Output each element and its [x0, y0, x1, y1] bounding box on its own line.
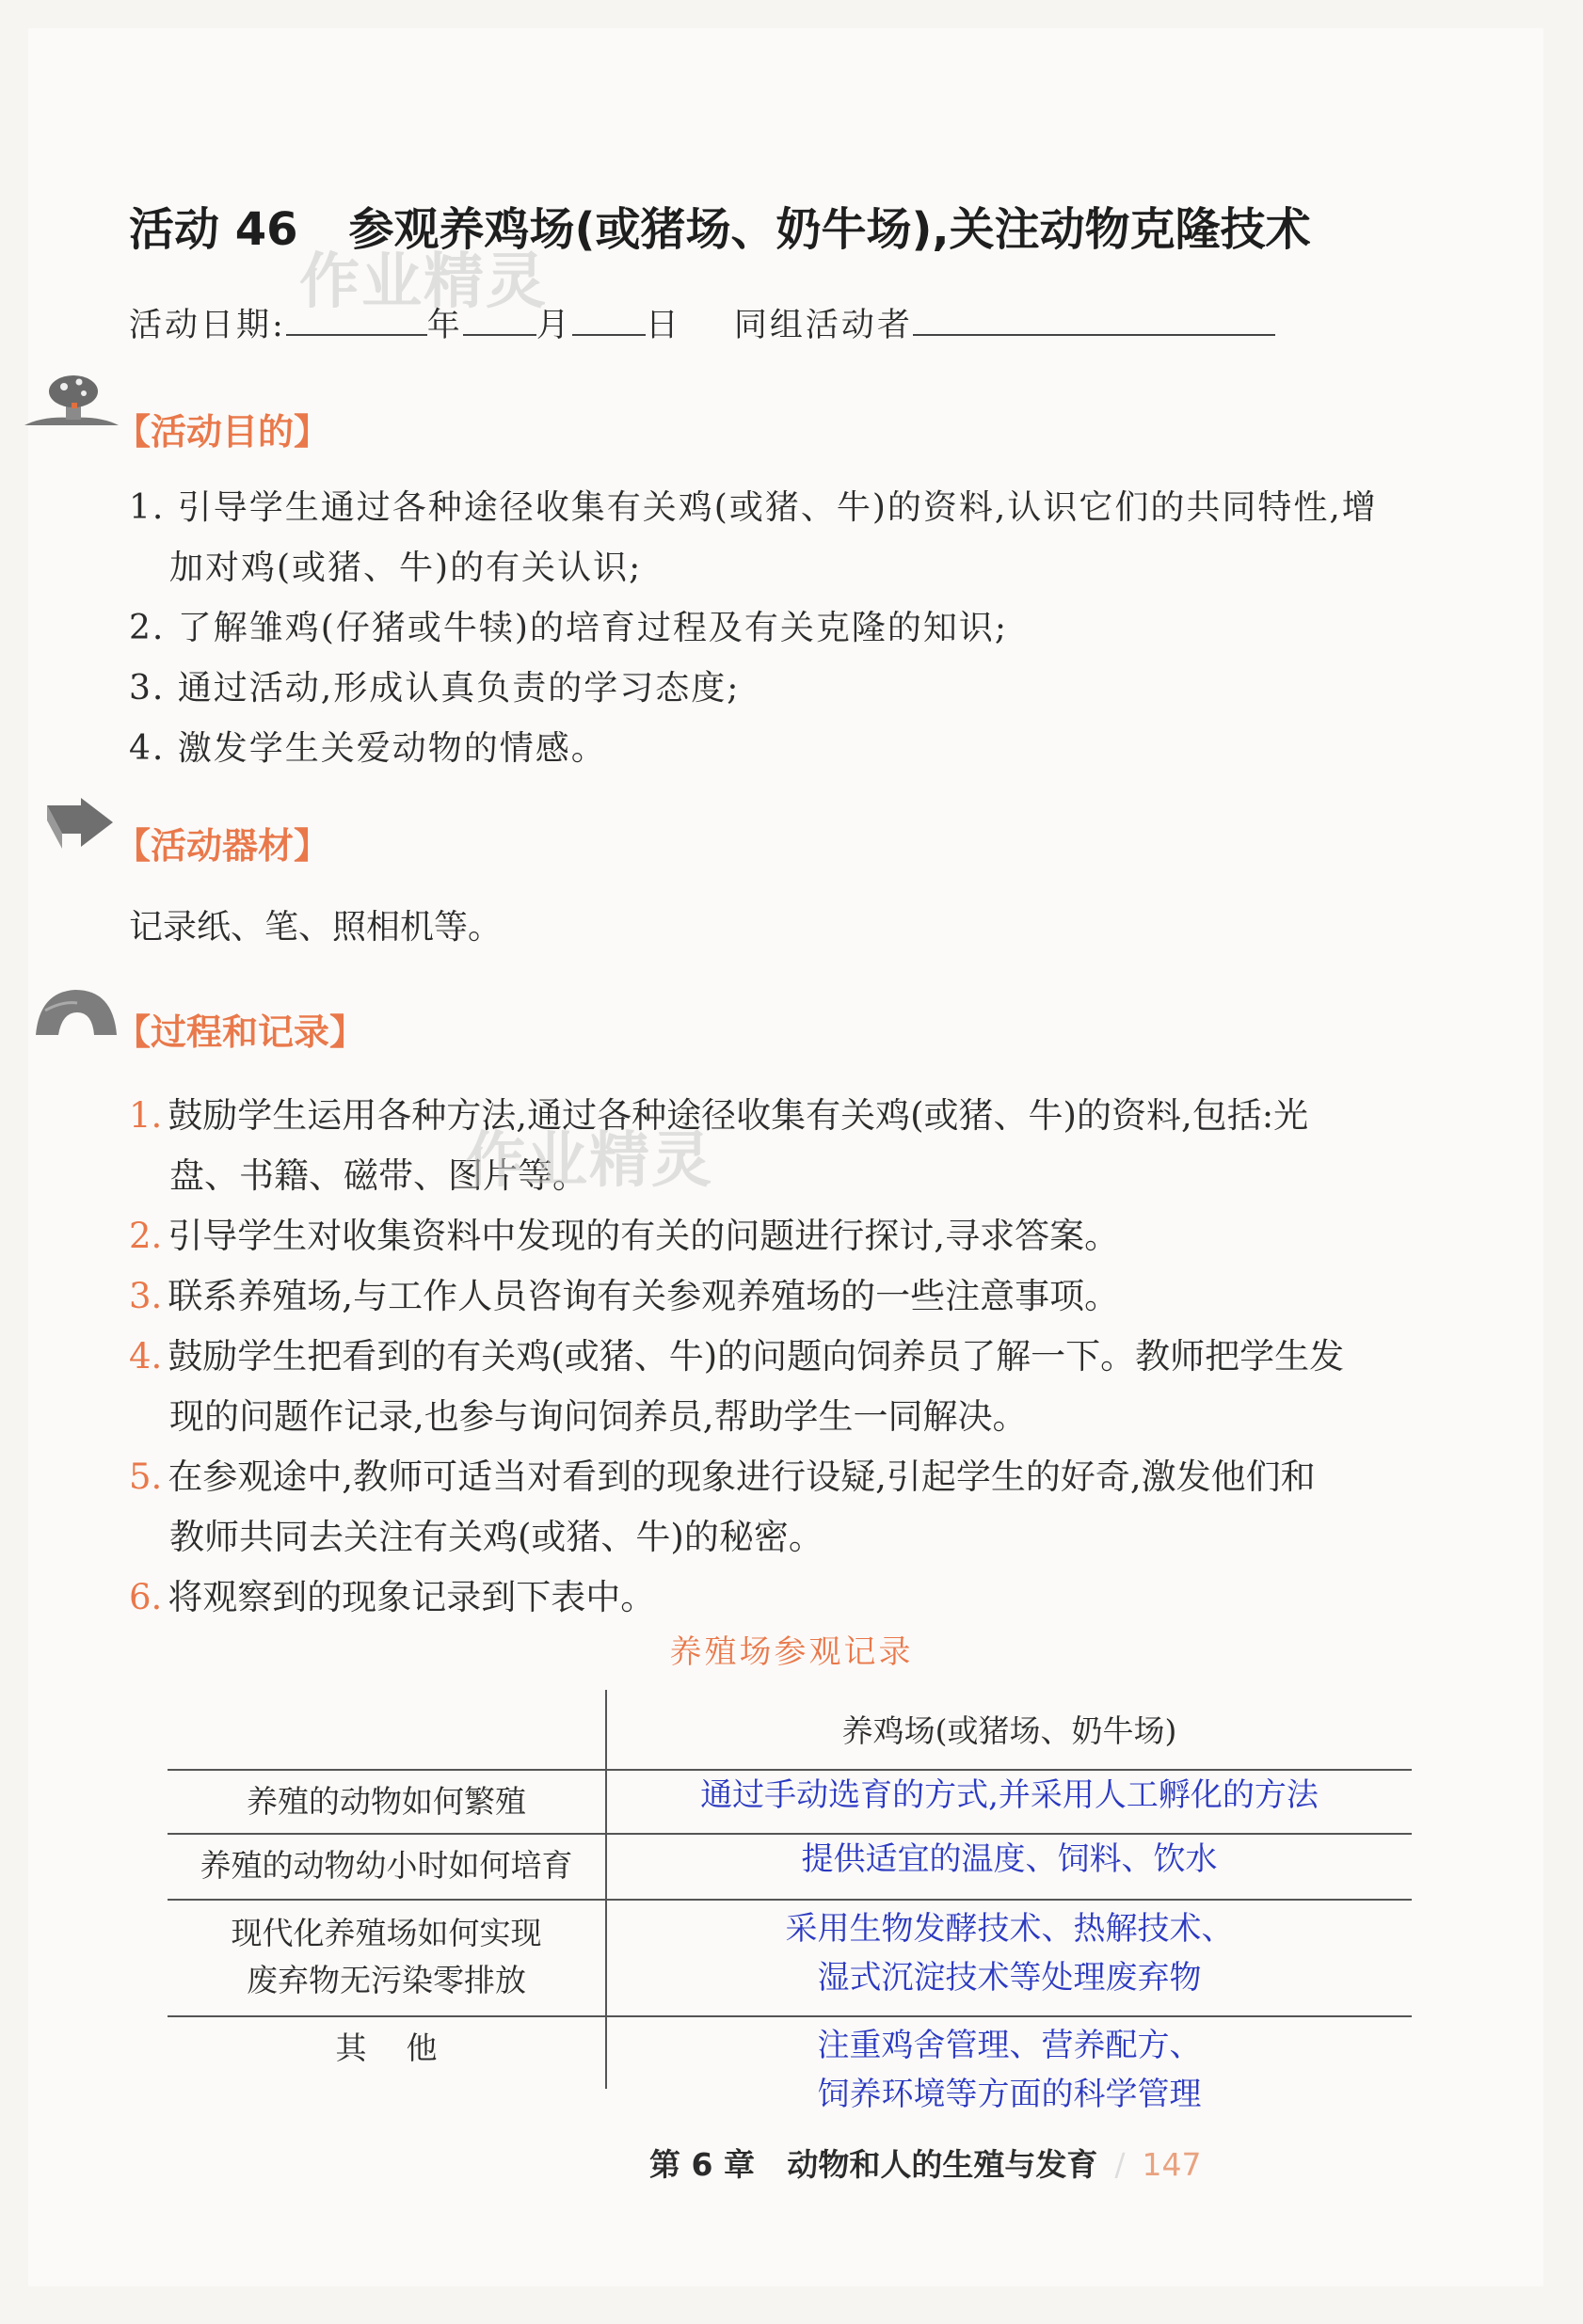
month-label: 月 [536, 307, 572, 344]
process-item-text: 将观察到的现象记录到下表中。 [168, 1577, 656, 1617]
goal-item-1-line1: 1. 引导学生通过各种途径收集有关鸡(或猪、牛)的资料,认识它们的共同特性,增 [129, 488, 1378, 527]
footer-chapter-title: 动物和人的生殖与发育 [787, 2146, 1098, 2183]
process-item-text: 在参观途中,教师可适当对看到的现象进行设疑,引起学生的好奇,激发他们和 [168, 1456, 1316, 1497]
table-row-2-question: 养殖的动物幼小时如何培育 [200, 1847, 573, 1884]
process-item-4-line2: 现的问题作记录,也参与询问饲养员,帮助学生一同解决。 [169, 1396, 1028, 1437]
watermark: 作业精灵 [465, 1126, 713, 1196]
table-row-4-answer-line2: 饲养环境等方面的科学管理 [817, 2076, 1202, 2113]
mushroom-icon [24, 371, 119, 427]
table-row-3-question-line2: 废弃物无污染零排放 [247, 1962, 526, 1998]
cave-icon [34, 982, 119, 1039]
materials-text: 记录纸、笔、照相机等。 [129, 908, 503, 947]
year-label: 年 [426, 307, 463, 344]
partner-label: 同组活动者 [733, 307, 913, 344]
section-title-goal: 【活动目的】 [115, 411, 330, 453]
process-item-5-line2: 教师共同去关注有关鸡(或猪、牛)的秘密。 [169, 1517, 823, 1557]
arrow-icon [43, 796, 119, 852]
section-title-materials: 【活动器材】 [115, 825, 330, 867]
process-item-6 [129, 1568, 655, 1628]
process-item-text: 鼓励学生把看到的有关鸡(或猪、牛)的问题向饲养员了解一下。教师把学生发 [168, 1336, 1345, 1377]
goal-item-3: 3. 通过活动,形成认真负责的学习态度; [129, 669, 741, 708]
process-item-number: 3. [129, 1276, 163, 1316]
process-item-5-line1 [129, 1447, 1316, 1507]
table-row-divider [168, 2015, 1412, 2017]
year-blank [286, 306, 427, 336]
page-footer [649, 2141, 1202, 2185]
table-row-4-answer-line1: 注重鸡舍管理、营养配方、 [817, 2027, 1202, 2064]
footer-separator: / [1114, 2146, 1126, 2183]
process-item-3 [129, 1266, 1119, 1327]
process-item-4-line1 [129, 1327, 1344, 1387]
process-item-number: 2. [129, 1216, 163, 1256]
table-row-4-question: 其 他 [335, 2030, 438, 2066]
table-row-divider [168, 1899, 1412, 1901]
partner-blank [913, 306, 1275, 336]
process-item-number: 5. [129, 1456, 163, 1497]
table-row-3-answer-line2: 湿式沉淀技术等处理废弃物 [817, 1959, 1202, 1997]
month-blank [463, 306, 536, 336]
table-row-1-answer: 通过手动选育的方式,并采用人工孵化的方法 [700, 1776, 1319, 1814]
table-row-3-answer-line1: 采用生物发酵技术、热解技术、 [785, 1910, 1234, 1948]
process-item-text: 鼓励学生运用各种方法,通过各种途径收集有关鸡(或猪、牛)的资料,包括:光 [168, 1095, 1309, 1136]
process-item-2 [129, 1206, 1119, 1266]
goal-item-1-line2: 加对鸡(或猪、牛)的有关认识; [169, 549, 643, 587]
process-item-number: 1. [129, 1095, 163, 1136]
process-item-text: 引导学生对收集资料中发现的有关的问题进行探讨,寻求答案。 [168, 1216, 1120, 1256]
activity-number: 活动 46 [129, 203, 298, 256]
date-line [129, 299, 1275, 346]
activity-title-text: 参观养鸡场(或猪场、奶牛场),关注动物克隆技术 [348, 203, 1311, 256]
goal-item-4: 4. 激发学生关爱动物的情感。 [129, 729, 607, 768]
process-item-text: 联系养殖场,与工作人员咨询有关参观养殖场的一些注意事项。 [168, 1276, 1120, 1316]
date-label: 活动日期: [129, 307, 286, 344]
goal-item-2: 2. 了解雏鸡(仔猪或牛犊)的培育过程及有关克隆的知识; [129, 609, 1009, 647]
process-item-1-line2: 盘、书籍、磁带、图片等。 [169, 1155, 587, 1196]
page-number: 147 [1142, 2146, 1202, 2183]
table-title: 养殖场参观记录 [669, 1633, 914, 1671]
process-item-1-line1 [129, 1086, 1308, 1146]
day-blank [572, 306, 646, 336]
watermark: 作业精灵 [299, 247, 548, 317]
table-row-3-question-line1: 现代化养殖场如何实现 [231, 1915, 542, 1951]
table-row-1-question: 养殖的动物如何繁殖 [247, 1783, 526, 1820]
table-header: 养鸡场(或猪场、奶牛场) [841, 1712, 1177, 1749]
section-title-process: 【过程和记录】 [115, 1011, 366, 1053]
table-row-2-answer: 提供适宜的温度、饲料、饮水 [801, 1840, 1218, 1878]
day-label: 日 [645, 307, 681, 344]
process-item-number: 6. [129, 1577, 163, 1617]
process-item-number: 4. [129, 1336, 163, 1377]
footer-chapter: 第 6 章 [649, 2146, 755, 2183]
